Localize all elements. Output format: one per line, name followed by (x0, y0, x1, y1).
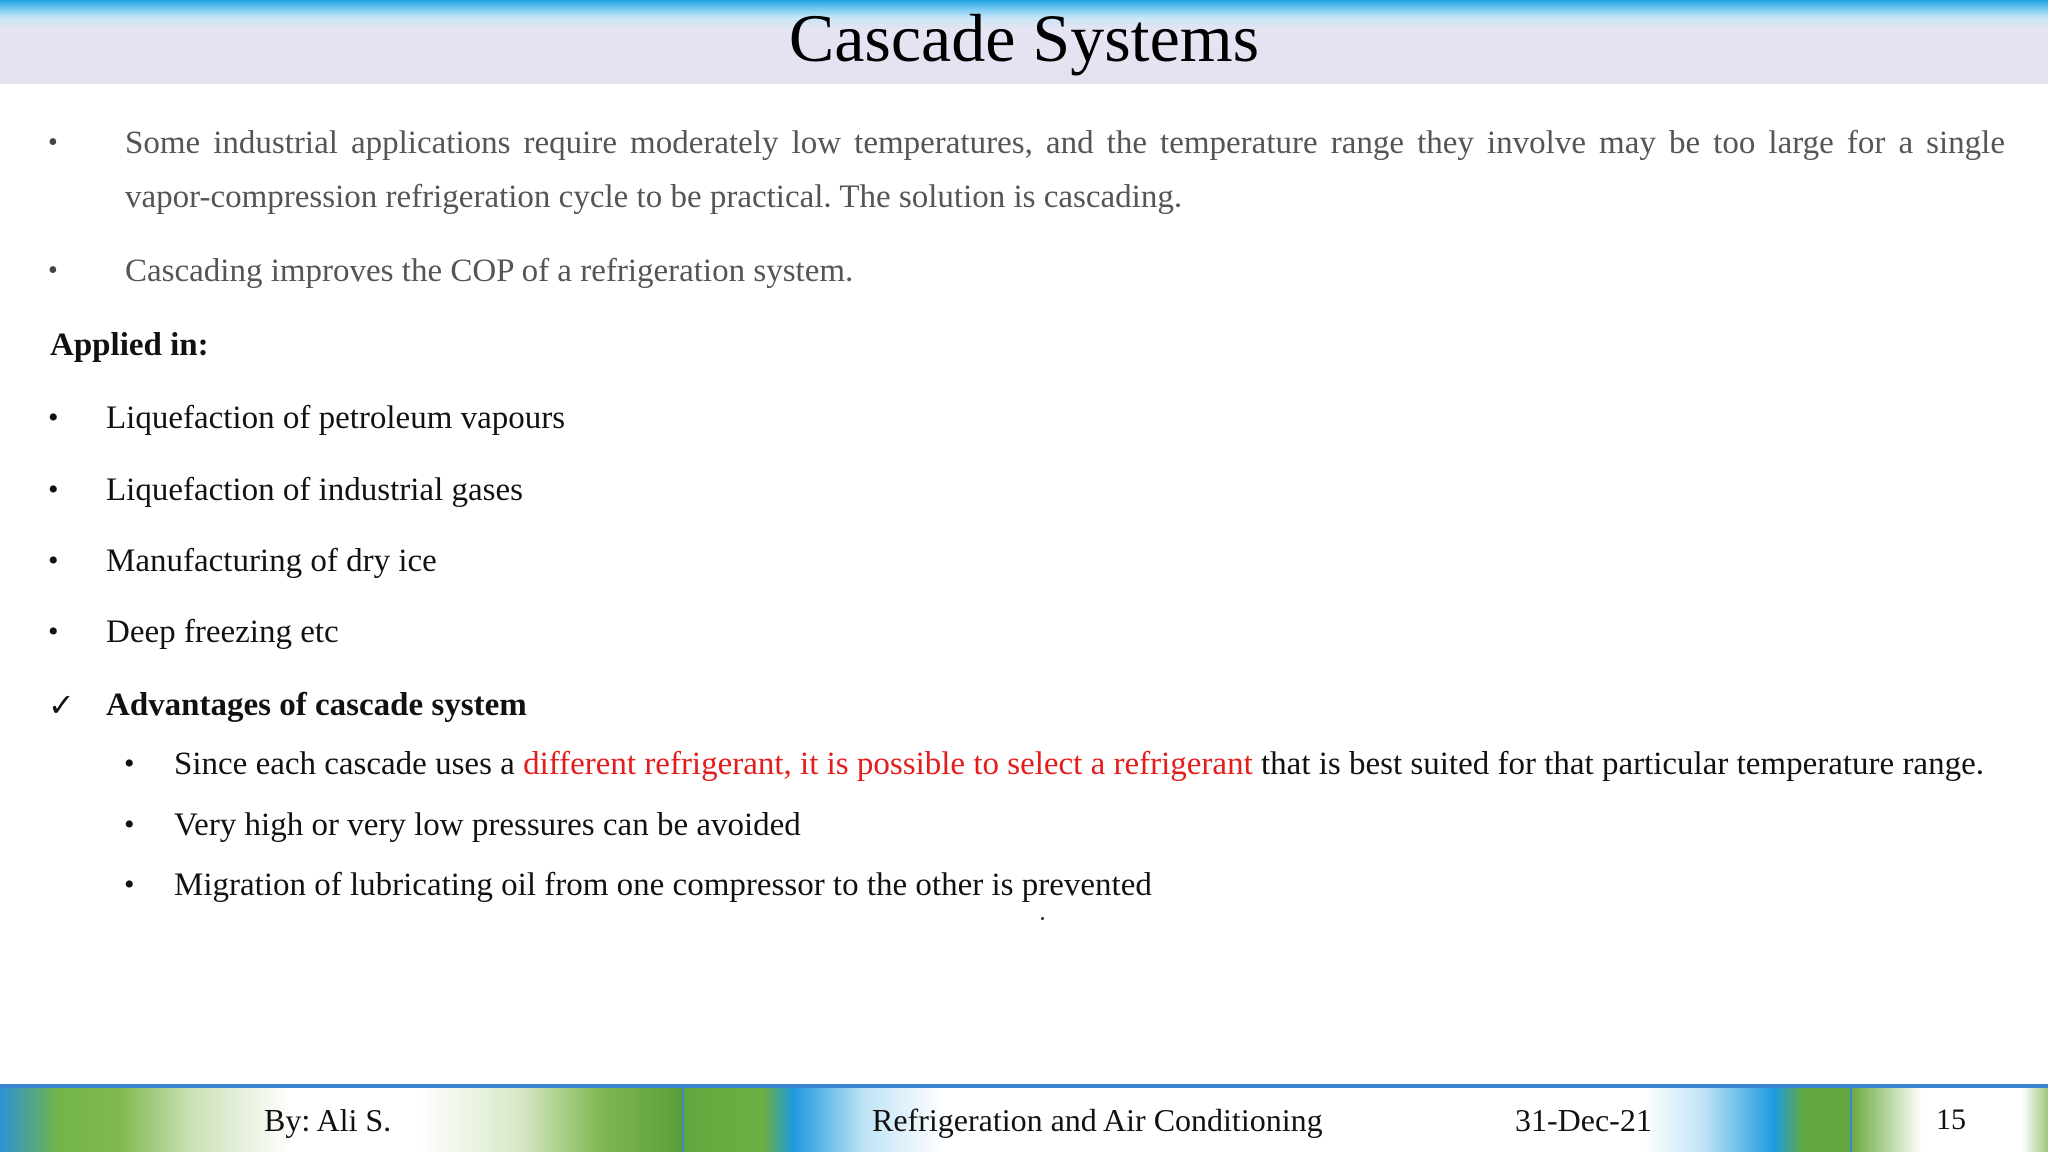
bullet-icon: • (124, 747, 135, 780)
advantage-item-1-text: Since each cascade uses a (174, 746, 524, 782)
bullet-icon: • (48, 615, 59, 648)
bullet-icon: • (48, 127, 58, 158)
slide-title: Cascade Systems (788, 0, 1260, 76)
advantage-item-1-text-end: that is best suited for that particular temperature range. (1252, 746, 1984, 782)
footer-bar (0, 1084, 2048, 1152)
bullet-icon: • (48, 255, 58, 286)
list-item: Liquefaction of industrial gases (106, 472, 523, 508)
page-number: 15 (1936, 1103, 1966, 1136)
intro-paragraph-1: Some industrial applications require moderately low temperatures, and the temperature range they involve may be too large for a single vapor-compression refrigeration cycle to be practical. The solution is cascading. (125, 125, 2005, 215)
title-bar (0, 0, 2048, 84)
advantage-item-2: Very high or very low pressures can be avoided (174, 807, 801, 843)
bullet-icon: • (124, 868, 135, 901)
list-item: Manufacturing of dry ice (106, 543, 437, 579)
footer-author: By: Ali S. (264, 1102, 392, 1138)
checkmark-icon: ✓ (48, 687, 75, 723)
footer-course: Refrigeration and Air Conditioning (872, 1102, 1323, 1138)
highlighted-text: different refrigerant, it is possible to select a refrigerant (523, 746, 1253, 782)
bullet-icon: • (124, 808, 135, 841)
intro-paragraph-2: Cascading improves the COP of a refrigeration system. (125, 253, 854, 289)
advantage-item-3: Migration of lubricating oil from one compressor to the other is prevented (174, 867, 1152, 903)
footer-date: 31-Dec-21 (1515, 1102, 1652, 1138)
advantages-heading: Advantages of cascade system (106, 687, 527, 723)
list-item: Liquefaction of petroleum vapours (106, 400, 566, 436)
bullet-icon: • (48, 544, 59, 577)
stray-dot (1041, 917, 1044, 920)
bullet-icon: • (48, 401, 59, 434)
applied-in-heading: Applied in: (50, 327, 209, 363)
bullet-icon: • (48, 473, 59, 506)
advantage-item-1 (174, 737, 1984, 791)
list-item: Deep freezing etc (106, 614, 339, 650)
